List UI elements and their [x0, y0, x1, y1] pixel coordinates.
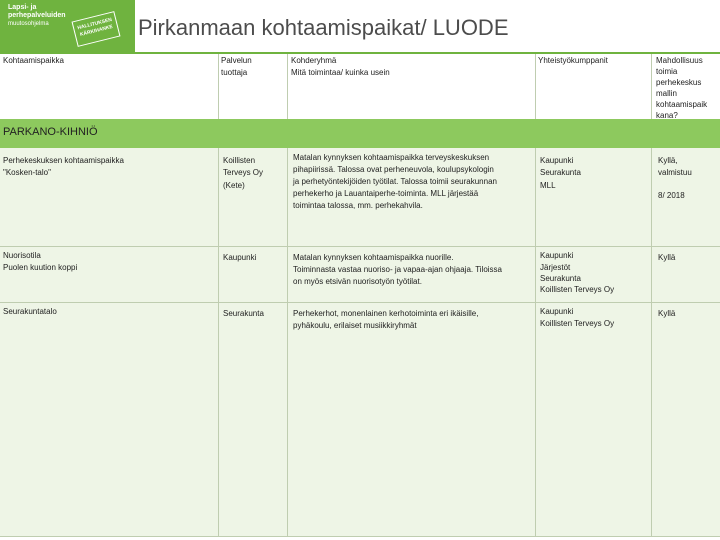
title-divider [0, 52, 720, 54]
row1-activity-3: ja perhetyöntekijöiden työtilat. Talossa toimii seurakunnan [293, 177, 497, 186]
row3-activity-2: pyhäkoulu, erilaiset musiikkiryhmät [293, 321, 417, 330]
header-possibility-3: perhekeskus [656, 78, 702, 87]
logo-line-1: Lapsi- ja perhepalveluiden [8, 4, 66, 19]
table-row-bg [0, 302, 720, 536]
row2-place-2: Puolen kuution koppi [3, 263, 78, 272]
row2-activity-3: on myös etsivän nuorisotyön työtilat. [293, 277, 422, 286]
row3-activity-1: Perhekerhot, monenlainen kerhotoiminta eri ikäisille, [293, 309, 479, 318]
row3-partner-2: Koillisten Terveys Oy [540, 319, 615, 328]
row2-activity-1: Matalan kynnyksen kohtaamispaikka nuorille. [293, 253, 454, 262]
row1-provider-3: (Kete) [223, 181, 245, 190]
row1-possibility-3: 8/ 2018 [658, 191, 685, 200]
row-divider [0, 302, 720, 303]
row2-partner-2: Järjestöt [540, 263, 571, 272]
row1-possibility-1: Kyllä, [658, 156, 678, 165]
region-band [0, 119, 720, 148]
row2-activity-2: Toiminnasta vastaa nuoriso- ja vapaa-ajan ohjaaja. Tiloissa [293, 265, 503, 274]
column-divider [287, 148, 288, 536]
row3-place-1: Seurakuntatalo [3, 307, 57, 316]
header-possibility-1: Mahdollisuus [656, 56, 703, 65]
header-place: Kohtaamispaikka [3, 56, 64, 65]
row1-provider-2: Terveys Oy [223, 168, 264, 177]
row-divider [0, 246, 720, 247]
header-possibility-4: mallin [656, 89, 677, 98]
page-title: Pirkanmaan kohtaamispaikat/ LUODE [138, 15, 509, 40]
row1-partner-2: Seurakunta [540, 168, 581, 177]
column-divider [218, 148, 219, 536]
header-provider-1: Palvelun [221, 56, 252, 65]
header-possibility-6: kana? [656, 111, 678, 120]
column-divider [651, 54, 652, 119]
row2-partner-1: Kaupunki [540, 251, 574, 260]
logo-stamp: HALLITUKSEN KÄRKIHANKE [72, 11, 121, 47]
row3-provider-1: Seurakunta [223, 309, 264, 318]
row2-possibility-1: Kyllä [658, 253, 676, 262]
column-divider [651, 148, 652, 536]
header-target-1: Kohderyhmä [291, 56, 337, 65]
row2-provider-1: Kaupunki [223, 253, 257, 262]
row1-activity-5: toimintaa talossa, mm. perhekahvila. [293, 201, 423, 210]
column-divider [535, 148, 536, 536]
row1-activity-4: perhekerho ja Lauantaiperhe-toiminta. MLL järjestää [293, 189, 479, 198]
row2-partner-3: Seurakunta [540, 274, 581, 283]
row1-activity-1: Matalan kynnyksen kohtaamispaikka terveyskeskuksen [293, 153, 490, 162]
row2-partner-4: Koillisten Terveys Oy [540, 285, 615, 294]
header-partners: Yhteistyökumppanit [538, 56, 608, 65]
column-divider [218, 54, 219, 119]
row1-possibility-2: valmistuu [658, 168, 692, 177]
row1-provider-1: Koillisten [223, 156, 256, 165]
program-logo [0, 0, 135, 52]
row3-possibility-1: Kyllä [658, 309, 676, 318]
row1-place-2: "Kosken-talo" [3, 168, 51, 177]
header-target-2: Mitä toimintaa/ kuinka usein [291, 68, 390, 77]
row1-partner-1: Kaupunki [540, 156, 574, 165]
column-divider [535, 54, 536, 119]
logo-line-2: muutosohjelma [8, 21, 49, 27]
header-provider-2: tuottaja [221, 68, 248, 77]
row-divider [0, 536, 720, 537]
row1-partner-3: MLL [540, 181, 556, 190]
row1-place-1: Perhekeskuksen kohtaamispaikka [3, 156, 124, 165]
row1-activity-2: pihapiirissä. Talossa ovat perheneuvola, koulupsykologin [293, 165, 494, 174]
header-possibility-2: toimia [656, 67, 678, 76]
column-divider [287, 54, 288, 119]
header-possibility-5: kohtaamispaik [656, 100, 708, 109]
row2-place-1: Nuorisotila [3, 251, 41, 260]
region-label: PARKANO-KIHNIÖ [3, 126, 98, 138]
row3-partner-1: Kaupunki [540, 307, 574, 316]
